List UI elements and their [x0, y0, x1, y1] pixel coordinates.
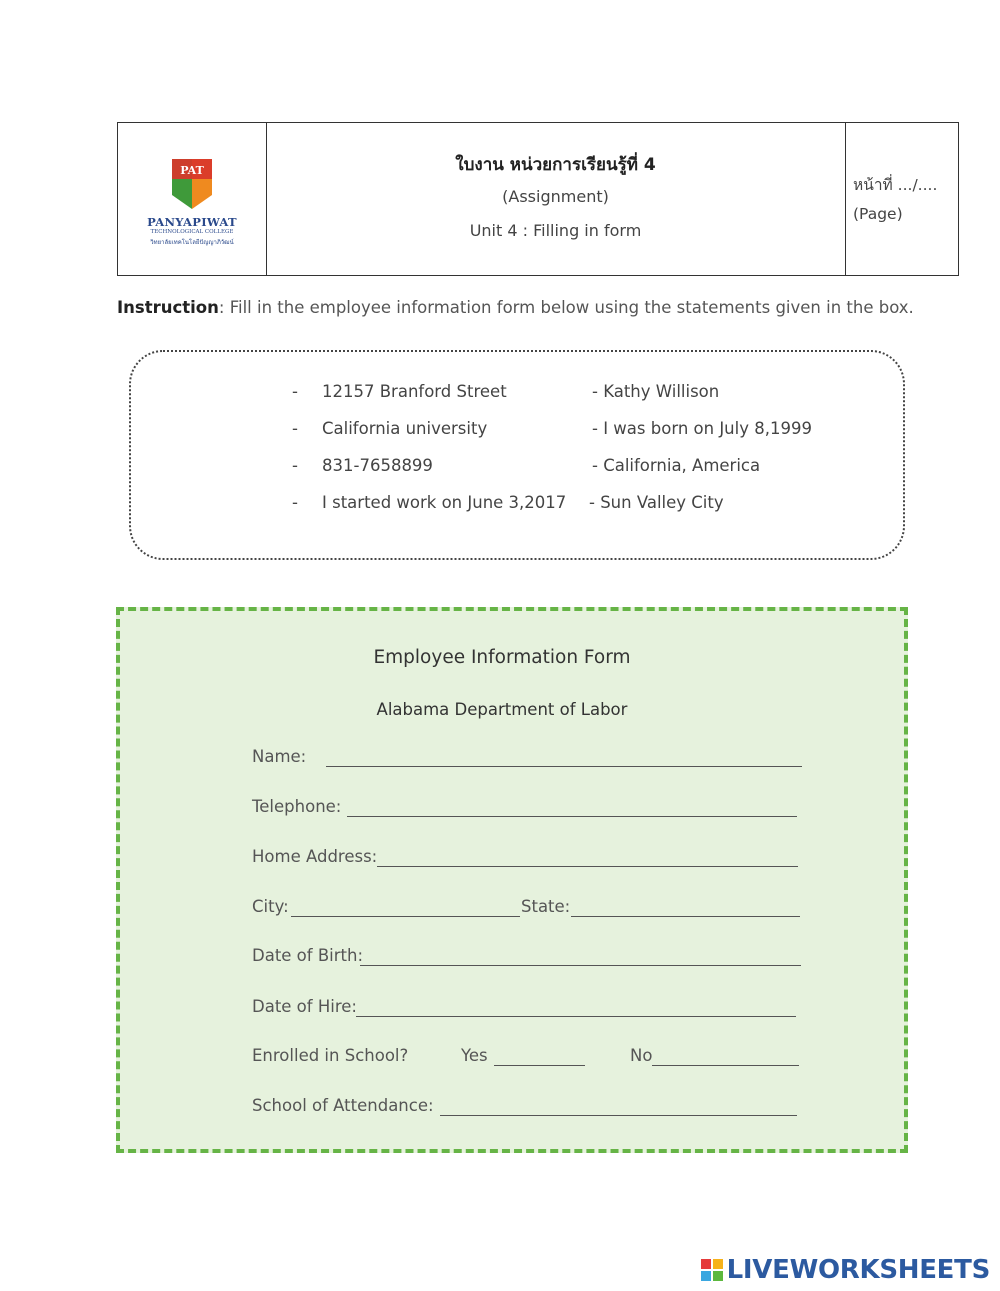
instruction: [117, 298, 914, 317]
no-field[interactable]: [652, 1065, 799, 1066]
school-field[interactable]: [440, 1115, 797, 1116]
logo-name: PANYAPIWAT: [147, 215, 237, 229]
yes-field[interactable]: [494, 1065, 585, 1066]
city-label: City:: [252, 897, 289, 916]
page-label: (Page): [853, 205, 903, 223]
logo-subtitle: TECHNOLOGICAL COLLEGE: [150, 229, 234, 235]
statement-right-2: - I was born on July 8,1999: [592, 419, 812, 438]
unit-title: Unit 4 : Filling in form: [469, 221, 642, 240]
instruction-text: : Fill in the employee information form below using the statements given in the box.: [218, 298, 914, 317]
pat-shield-icon: [170, 157, 214, 211]
page-number-thai: หน้าที่ .../....: [853, 176, 938, 194]
dob-label: Date of Birth:: [252, 946, 364, 965]
dob-field[interactable]: [360, 965, 801, 966]
statement-dash: -: [292, 382, 298, 401]
name-field[interactable]: [326, 766, 802, 767]
instruction-label: Instruction: [117, 298, 219, 317]
state-label: State:: [521, 897, 571, 916]
hire-field[interactable]: [356, 1016, 796, 1017]
statement-right-1: - Kathy Willison: [592, 382, 720, 401]
school-label: School of Attendance:: [252, 1096, 434, 1115]
form-title: Employee Information Form: [373, 647, 631, 668]
telephone-label: Telephone:: [252, 797, 342, 816]
statement-box: [129, 350, 905, 560]
statement-left-2: California university: [322, 419, 488, 438]
statement-left-1: 12157 Branford Street: [322, 382, 507, 401]
worksheet-title: ใบงาน หน่วยการเรียนรู้ที่ 4: [455, 155, 656, 175]
header-divider-right: [845, 123, 846, 275]
liveworksheets-blocks-icon: [701, 1259, 723, 1281]
assignment-label: (Assignment): [502, 187, 609, 206]
address-field[interactable]: [377, 866, 798, 867]
hire-label: Date of Hire:: [252, 997, 357, 1016]
statement-left-3: 831-7658899: [322, 456, 433, 475]
name-label: Name:: [252, 747, 307, 766]
enrolled-label: Enrolled in School?: [252, 1046, 409, 1065]
statement-dash: -: [292, 419, 298, 438]
form-department: Alabama Department of Labor: [376, 700, 628, 719]
telephone-field[interactable]: [347, 816, 797, 817]
state-field[interactable]: [571, 916, 800, 917]
liveworksheets-text: LIVEWORKSHEETS: [726, 1255, 990, 1285]
statement-dash: -: [292, 493, 298, 512]
statement-left-4: I started work on June 3,2017: [322, 493, 567, 512]
college-logo: [118, 123, 266, 275]
liveworksheets-logo: [701, 1254, 990, 1286]
address-label: Home Address:: [252, 847, 378, 866]
statement-right-4: - Sun Valley City: [589, 493, 724, 512]
employee-form: [116, 607, 908, 1153]
city-field[interactable]: [291, 916, 520, 917]
logo-letters: PAT: [180, 164, 204, 177]
header-table: [117, 122, 959, 276]
statement-right-3: - California, America: [592, 456, 761, 475]
statement-dash: -: [292, 456, 298, 475]
no-label: No: [630, 1046, 653, 1065]
yes-label: Yes: [461, 1046, 488, 1065]
logo-thai-name: วิทยาลัยเทคโนโลยีปัญญาภิวัฒน์: [150, 239, 234, 246]
